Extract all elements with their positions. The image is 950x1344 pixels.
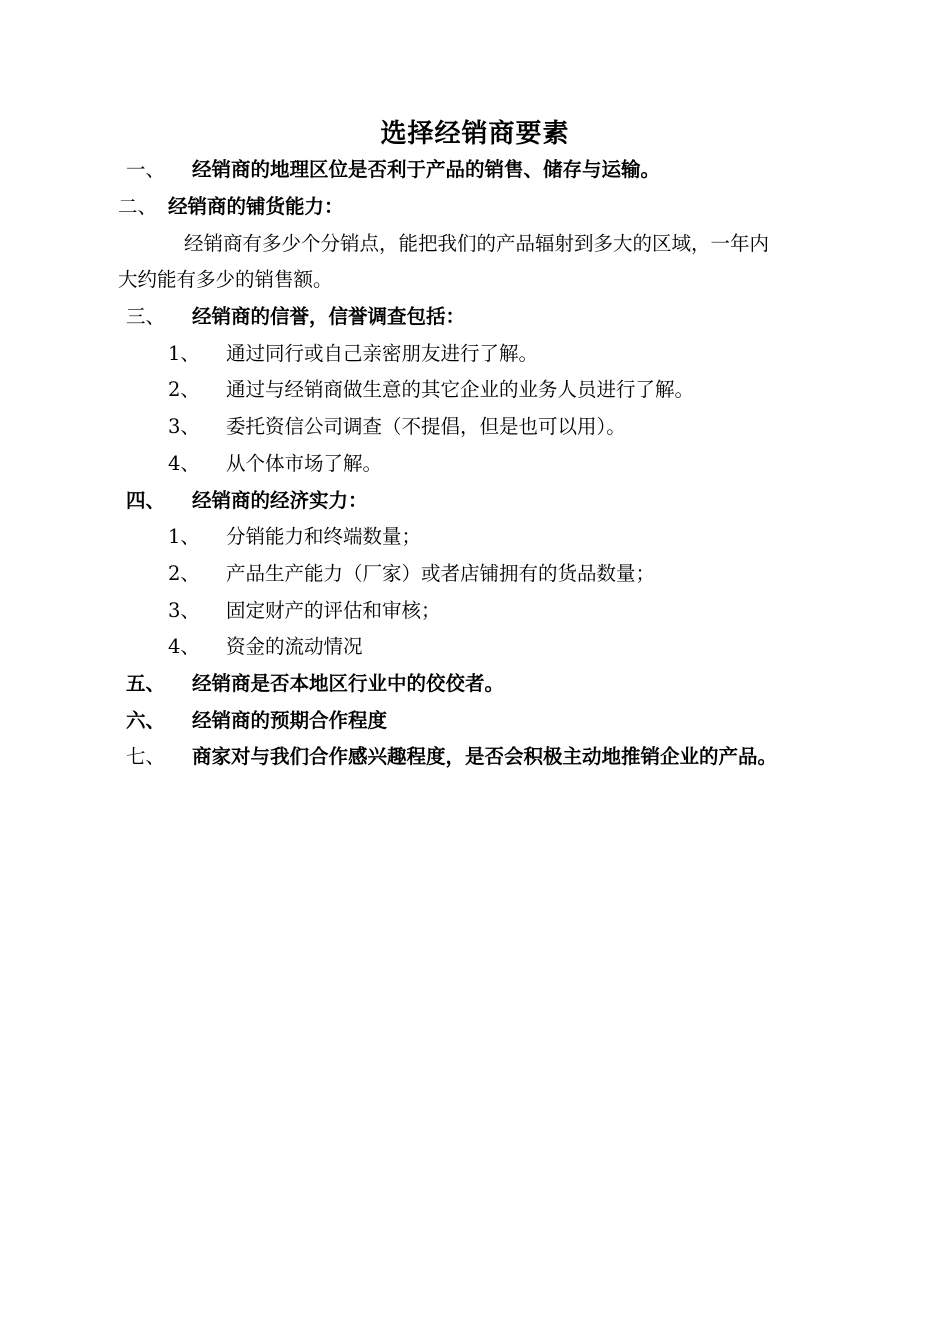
section-1-heading: 经销商的地理区位是否利于产品的销售、储存与运输。	[192, 158, 661, 181]
section-4-item-1-text: 分销能力和终端数量；	[226, 525, 422, 548]
section-2-paragraph-line-2: 大约能有多少的销售额。	[118, 268, 333, 291]
section-4-heading: 经销商的经济实力：	[192, 489, 368, 512]
section-4-item-2-text: 产品生产能力（厂家）或者店铺拥有的货品数量；	[226, 562, 656, 585]
section-3-item-3-number: 3、	[168, 415, 200, 438]
section-7-heading: 商家对与我们合作感兴趣程度，是否会积极主动地推销企业的产品。	[192, 745, 778, 768]
section-3-item-4-text: 从个体市场了解。	[226, 452, 383, 475]
section-4-item-4-number: 4、	[168, 635, 200, 658]
section-4-item-3-text: 固定财产的评估和审核；	[226, 599, 441, 622]
section-4-number: 四、	[126, 489, 166, 512]
section-6-heading: 经销商的预期合作程度	[192, 709, 388, 732]
section-3-heading: 经销商的信誉，信誉调查包括：	[192, 305, 466, 328]
section-3-item-3-text: 委托资信公司调查（不提倡，但是也可以用）。	[226, 415, 626, 438]
section-5-number: 五、	[126, 672, 166, 695]
section-3-item-1-number: 1、	[168, 342, 200, 365]
section-1	[126, 155, 165, 185]
section-3-item-2-number: 2、	[168, 378, 200, 401]
section-4-item-4-text: 资金的流动情况	[226, 635, 363, 658]
section-3-item-4-number: 4、	[168, 452, 200, 475]
section-2-paragraph-line-1: 经销商有多少个分销点，能把我们的产品辐射到多大的区域，一年内	[184, 232, 770, 255]
section-4-item-1-number: 1、	[168, 525, 200, 548]
section-6-number: 六、	[126, 709, 166, 732]
section-4-item-3-number: 3、	[168, 599, 200, 622]
section-2-number: 二、	[118, 195, 158, 218]
section-2-heading: 经销商的铺货能力：	[168, 195, 344, 218]
section-3-item-1-text: 通过同行或自己亲密朋友进行了解。	[226, 342, 539, 365]
section-7-number: 七、	[126, 745, 166, 768]
section-5-heading: 经销商是否本地区行业中的佼佼者。	[192, 672, 505, 695]
section-1-number: 一、	[126, 158, 166, 181]
document-title: 选择经销商要素	[380, 119, 570, 149]
section-4-item-2-number: 2、	[168, 562, 200, 585]
section-3-item-2-text: 通过与经销商做生意的其它企业的业务人员进行了解。	[226, 378, 695, 401]
section-3-number: 三、	[126, 305, 166, 328]
